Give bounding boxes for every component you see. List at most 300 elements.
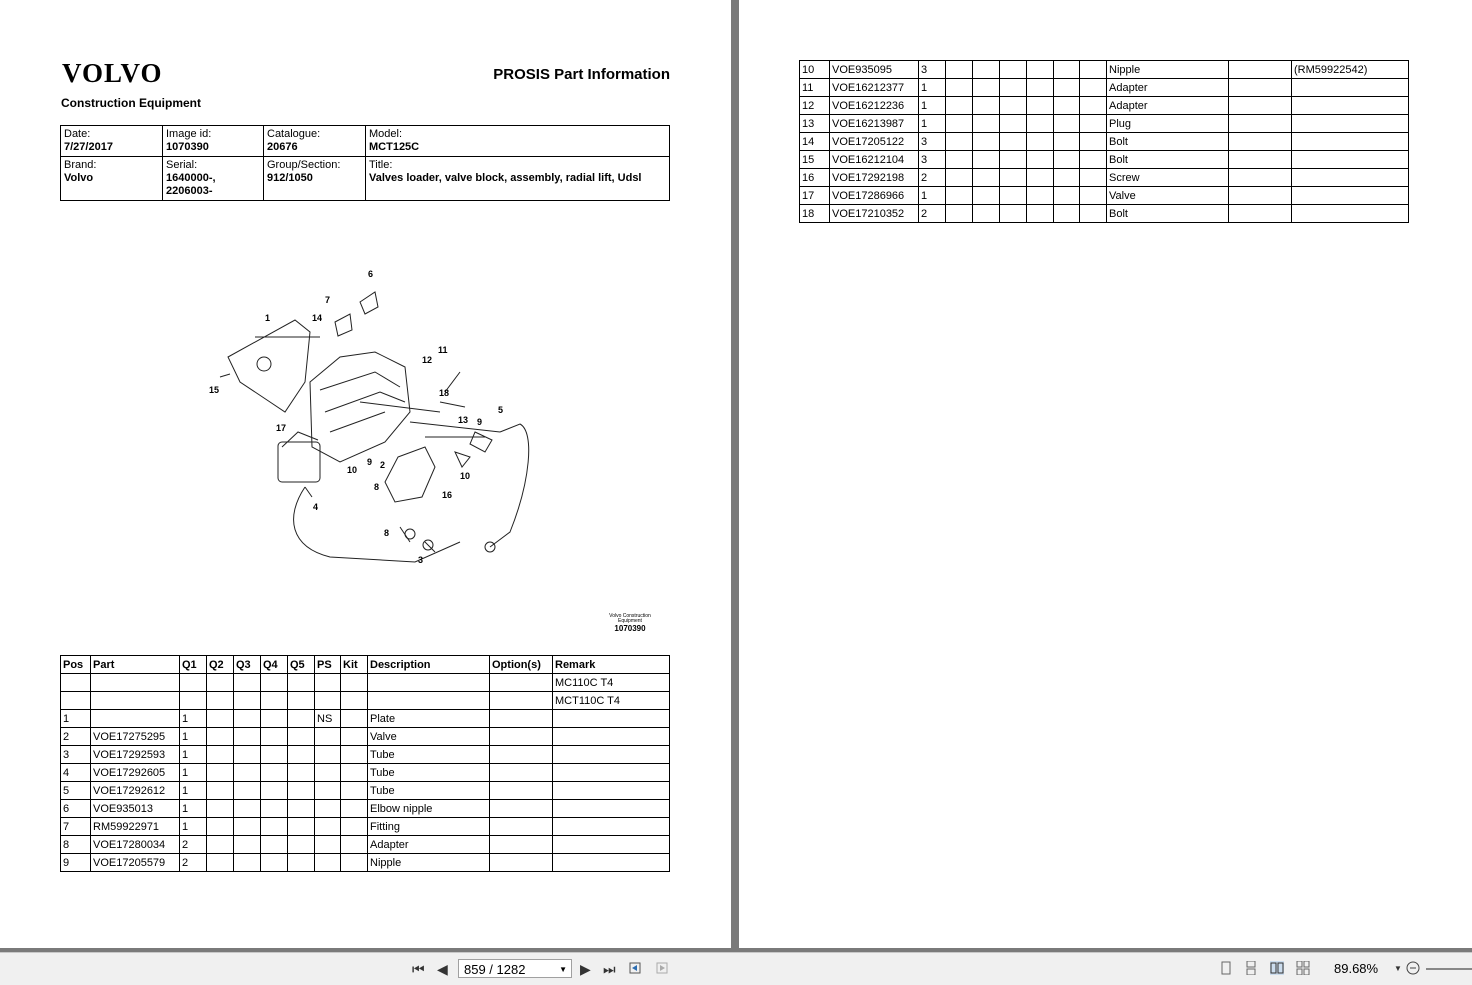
table-cell bbox=[490, 710, 553, 728]
table-cell bbox=[1000, 169, 1027, 187]
table-cell bbox=[1054, 169, 1080, 187]
table-cell bbox=[180, 674, 207, 692]
table-cell bbox=[1054, 97, 1080, 115]
table-cell: 6 bbox=[61, 800, 91, 818]
table-cell bbox=[973, 79, 1000, 97]
zoom-out-icon[interactable] bbox=[1406, 961, 1420, 975]
table-cell bbox=[261, 764, 288, 782]
table-cell bbox=[288, 674, 315, 692]
table-cell bbox=[261, 728, 288, 746]
table-cell bbox=[261, 800, 288, 818]
table-cell: Bolt bbox=[1107, 151, 1229, 169]
table-cell bbox=[490, 782, 553, 800]
table-cell bbox=[1229, 97, 1292, 115]
table-cell: Elbow nipple bbox=[368, 800, 490, 818]
table-row bbox=[800, 187, 1409, 205]
table-cell: Screw bbox=[1107, 169, 1229, 187]
table-cell bbox=[1080, 79, 1107, 97]
table-row bbox=[61, 854, 670, 872]
table-cell: VOE17210352 bbox=[830, 205, 919, 223]
parts-table bbox=[60, 655, 670, 872]
single-page-view-icon[interactable] bbox=[1219, 961, 1233, 975]
table-cell bbox=[288, 746, 315, 764]
info-table bbox=[60, 125, 670, 201]
table-cell bbox=[1000, 187, 1027, 205]
callout-3: 3 bbox=[418, 555, 424, 565]
catalogue-cell bbox=[264, 126, 366, 157]
table-cell: VOE17292593 bbox=[91, 746, 180, 764]
table-cell bbox=[261, 818, 288, 836]
table-cell bbox=[261, 782, 288, 800]
table-cell bbox=[1000, 61, 1027, 79]
image-id-cell bbox=[163, 126, 264, 157]
table-row bbox=[61, 836, 670, 854]
first-page-icon[interactable]: ⏮ bbox=[412, 961, 425, 977]
catalogue-label: Catalogue: bbox=[267, 128, 321, 140]
table-cell: 2 bbox=[61, 728, 91, 746]
table-cell bbox=[1229, 205, 1292, 223]
table-cell: Plate bbox=[368, 710, 490, 728]
table-cell bbox=[61, 692, 91, 710]
previous-view-icon[interactable] bbox=[628, 961, 642, 975]
table-cell: 12 bbox=[800, 97, 830, 115]
table-cell: 13 bbox=[800, 115, 830, 133]
table-cell bbox=[207, 818, 234, 836]
table-cell bbox=[553, 710, 670, 728]
callout-8: 8 bbox=[374, 482, 380, 492]
column-header: Q3 bbox=[234, 656, 261, 674]
table-cell: 2 bbox=[180, 836, 207, 854]
serial-value-2: 2206003- bbox=[166, 185, 213, 197]
image-id-value: 1070390 bbox=[166, 141, 209, 153]
table-cell bbox=[1292, 79, 1409, 97]
table-cell bbox=[315, 818, 341, 836]
table-cell bbox=[1027, 97, 1054, 115]
table-cell: 1 bbox=[61, 710, 91, 728]
table-cell bbox=[234, 710, 261, 728]
callout-10-right: 10 bbox=[460, 471, 471, 481]
table-cell: 1 bbox=[180, 710, 207, 728]
table-cell: 3 bbox=[919, 151, 946, 169]
serial-value-1: 1640000-, bbox=[166, 172, 216, 184]
table-cell: 4 bbox=[61, 764, 91, 782]
callout-14: 14 bbox=[312, 313, 323, 323]
table-cell bbox=[1229, 169, 1292, 187]
table-cell bbox=[1027, 187, 1054, 205]
table-cell bbox=[1229, 79, 1292, 97]
table-cell bbox=[1080, 61, 1107, 79]
table-row bbox=[61, 692, 670, 710]
table-cell bbox=[341, 728, 368, 746]
callout-9-lower: 9 bbox=[367, 457, 373, 467]
table-cell bbox=[234, 746, 261, 764]
table-cell bbox=[315, 854, 341, 872]
table-cell bbox=[1000, 97, 1027, 115]
table-cell: 7 bbox=[61, 818, 91, 836]
column-header: PS bbox=[315, 656, 341, 674]
column-header: Q5 bbox=[288, 656, 315, 674]
title-cell bbox=[366, 157, 670, 201]
table-cell bbox=[261, 692, 288, 710]
table-cell bbox=[946, 151, 973, 169]
table-cell bbox=[946, 61, 973, 79]
table-cell: VOE17292612 bbox=[91, 782, 180, 800]
table-cell bbox=[973, 115, 1000, 133]
table-row bbox=[800, 205, 1409, 223]
table-row bbox=[800, 115, 1409, 133]
table-cell: 1 bbox=[180, 764, 207, 782]
table-cell bbox=[553, 782, 670, 800]
column-header: Q1 bbox=[180, 656, 207, 674]
table-cell bbox=[234, 728, 261, 746]
table-cell bbox=[341, 836, 368, 854]
table-row bbox=[61, 710, 670, 728]
model-cell bbox=[366, 126, 670, 157]
column-header: Description bbox=[368, 656, 490, 674]
model-label: Model: bbox=[369, 128, 403, 140]
table-cell bbox=[553, 764, 670, 782]
table-cell bbox=[1229, 115, 1292, 133]
table-cell bbox=[261, 710, 288, 728]
next-page-icon[interactable]: ▶ bbox=[580, 961, 591, 977]
table-cell bbox=[490, 836, 553, 854]
callout-9: 9 bbox=[477, 417, 483, 427]
table-cell bbox=[490, 764, 553, 782]
table-cell bbox=[490, 728, 553, 746]
title-value: Valves loader, valve block, assembly, radial lift, Udsl bbox=[369, 172, 642, 184]
table-cell bbox=[1027, 151, 1054, 169]
table-cell bbox=[315, 692, 341, 710]
group-cell bbox=[264, 157, 366, 201]
column-header: Q2 bbox=[207, 656, 234, 674]
callout-6: 6 bbox=[368, 269, 374, 279]
table-cell: VOE16212104 bbox=[830, 151, 919, 169]
table-cell bbox=[315, 782, 341, 800]
table-cell bbox=[946, 115, 973, 133]
table-cell bbox=[973, 97, 1000, 115]
table-cell: 17 bbox=[800, 187, 830, 205]
table-cell: VOE17280034 bbox=[91, 836, 180, 854]
table-cell: NS bbox=[315, 710, 341, 728]
table-cell bbox=[490, 854, 553, 872]
table-cell bbox=[261, 674, 288, 692]
diagram-caption bbox=[598, 614, 662, 634]
table-cell bbox=[261, 836, 288, 854]
table-cell bbox=[288, 818, 315, 836]
table-cell: VOE17205579 bbox=[91, 854, 180, 872]
table-cell: 5 bbox=[61, 782, 91, 800]
table-cell bbox=[315, 800, 341, 818]
image-id-label: Image id: bbox=[166, 128, 212, 140]
table-cell bbox=[946, 97, 973, 115]
table-cell bbox=[207, 800, 234, 818]
table-cell: VOE935095 bbox=[830, 61, 919, 79]
table-cell bbox=[1000, 133, 1027, 151]
table-cell: VOE16212377 bbox=[830, 79, 919, 97]
table-cell: VOE16212236 bbox=[830, 97, 919, 115]
table-cell bbox=[91, 674, 180, 692]
previous-page-icon[interactable]: ◀ bbox=[437, 961, 448, 977]
table-row bbox=[61, 728, 670, 746]
table-cell bbox=[288, 836, 315, 854]
table-cell bbox=[341, 746, 368, 764]
table-cell bbox=[1229, 61, 1292, 79]
table-cell bbox=[1027, 169, 1054, 187]
table-cell bbox=[1229, 151, 1292, 169]
date-label: Date: bbox=[64, 128, 91, 140]
table-cell: Plug bbox=[1107, 115, 1229, 133]
callout-15: 15 bbox=[209, 385, 220, 395]
table-cell: 1 bbox=[919, 79, 946, 97]
column-header: Option(s) bbox=[490, 656, 553, 674]
table-cell bbox=[315, 764, 341, 782]
callout-10: 10 bbox=[347, 465, 358, 475]
table-cell bbox=[234, 692, 261, 710]
table-cell bbox=[207, 854, 234, 872]
table-cell bbox=[1229, 187, 1292, 205]
table-cell bbox=[288, 728, 315, 746]
table-cell bbox=[288, 800, 315, 818]
table-cell bbox=[490, 746, 553, 764]
table-cell bbox=[288, 710, 315, 728]
table-cell bbox=[946, 187, 973, 205]
column-header: Part bbox=[91, 656, 180, 674]
table-cell: 2 bbox=[919, 205, 946, 223]
table-cell bbox=[946, 79, 973, 97]
table-row bbox=[61, 782, 670, 800]
table-cell bbox=[1027, 61, 1054, 79]
table-cell: 8 bbox=[61, 836, 91, 854]
table-cell bbox=[490, 818, 553, 836]
table-cell: Tube bbox=[368, 782, 490, 800]
table-cell bbox=[91, 692, 180, 710]
title-label: Title: bbox=[369, 159, 393, 171]
table-cell bbox=[1054, 115, 1080, 133]
table-cell bbox=[234, 800, 261, 818]
table-cell bbox=[946, 133, 973, 151]
table-cell bbox=[1027, 133, 1054, 151]
table-cell: MCT110C T4 bbox=[553, 692, 670, 710]
table-cell bbox=[341, 764, 368, 782]
table-cell bbox=[1229, 133, 1292, 151]
serial-cell bbox=[163, 157, 264, 201]
table-cell bbox=[1054, 205, 1080, 223]
table-cell: 18 bbox=[800, 205, 830, 223]
callout-16: 16 bbox=[442, 490, 453, 500]
callout-1: 1 bbox=[265, 313, 271, 323]
table-cell bbox=[553, 854, 670, 872]
table-cell bbox=[288, 764, 315, 782]
table-cell: VOE17286966 bbox=[830, 187, 919, 205]
table-cell bbox=[973, 169, 1000, 187]
table-row bbox=[61, 746, 670, 764]
continuous-view-icon[interactable] bbox=[1244, 961, 1258, 975]
table-cell bbox=[1292, 151, 1409, 169]
table-cell bbox=[1054, 79, 1080, 97]
date-value: 7/27/2017 bbox=[64, 141, 113, 153]
table-cell: VOE16213987 bbox=[830, 115, 919, 133]
table-cell bbox=[315, 728, 341, 746]
table-cell: 16 bbox=[800, 169, 830, 187]
table-cell bbox=[1054, 187, 1080, 205]
zoom-level[interactable]: 89.68% bbox=[1334, 961, 1379, 976]
table-cell bbox=[207, 836, 234, 854]
continuous-facing-view-icon[interactable] bbox=[1296, 961, 1310, 975]
table-row bbox=[61, 764, 670, 782]
table-cell bbox=[490, 692, 553, 710]
column-header: Pos bbox=[61, 656, 91, 674]
table-row bbox=[800, 97, 1409, 115]
brand-cell bbox=[61, 157, 163, 201]
table-cell bbox=[234, 674, 261, 692]
table-row bbox=[800, 169, 1409, 187]
table-cell bbox=[341, 692, 368, 710]
callout-18: 18 bbox=[439, 388, 450, 398]
table-cell: VOE17292605 bbox=[91, 764, 180, 782]
table-cell bbox=[1080, 97, 1107, 115]
table-cell bbox=[1054, 61, 1080, 79]
table-cell: Adapter bbox=[1107, 79, 1229, 97]
table-cell bbox=[1292, 97, 1409, 115]
table-cell bbox=[553, 746, 670, 764]
table-cell bbox=[946, 205, 973, 223]
zoom-dropdown-icon[interactable]: ▼ bbox=[1394, 964, 1402, 973]
table-row bbox=[800, 133, 1409, 151]
table-cell: VOE17205122 bbox=[830, 133, 919, 151]
last-page-icon[interactable]: ⏭ bbox=[603, 961, 616, 977]
zoom-slider[interactable] bbox=[1426, 968, 1472, 970]
table-cell bbox=[973, 151, 1000, 169]
table-cell bbox=[973, 61, 1000, 79]
table-cell bbox=[207, 674, 234, 692]
table-cell bbox=[234, 782, 261, 800]
table-cell bbox=[490, 800, 553, 818]
table-cell bbox=[61, 674, 91, 692]
table-cell: Adapter bbox=[368, 836, 490, 854]
table-cell bbox=[490, 674, 553, 692]
table-cell: 3 bbox=[61, 746, 91, 764]
caption-line-1: Volvo Construction bbox=[609, 613, 651, 619]
table-cell bbox=[1080, 205, 1107, 223]
table-cell: 1 bbox=[180, 800, 207, 818]
table-row bbox=[800, 79, 1409, 97]
table-cell: 1 bbox=[180, 818, 207, 836]
pdf-page-left bbox=[0, 0, 731, 948]
table-cell bbox=[341, 800, 368, 818]
page-number-field[interactable] bbox=[458, 959, 572, 978]
table-cell: Valve bbox=[1107, 187, 1229, 205]
table-cell: 1 bbox=[919, 97, 946, 115]
table-cell: Nipple bbox=[368, 854, 490, 872]
table-cell bbox=[1292, 115, 1409, 133]
next-view-icon[interactable] bbox=[655, 961, 669, 975]
model-value: MCT125C bbox=[369, 141, 420, 153]
table-cell: 14 bbox=[800, 133, 830, 151]
table-cell bbox=[315, 836, 341, 854]
parts-table-continued bbox=[799, 60, 1409, 223]
table-cell bbox=[1080, 115, 1107, 133]
table-row bbox=[61, 800, 670, 818]
table-cell: 3 bbox=[919, 61, 946, 79]
parts-table-header bbox=[61, 656, 670, 674]
brand-label: Brand: bbox=[64, 159, 97, 171]
table-cell: Bolt bbox=[1107, 133, 1229, 151]
table-cell bbox=[1292, 169, 1409, 187]
table-cell bbox=[973, 187, 1000, 205]
document-title: PROSIS Part Information bbox=[493, 66, 670, 83]
table-cell bbox=[341, 674, 368, 692]
table-cell bbox=[261, 746, 288, 764]
table-cell: Nipple bbox=[1107, 61, 1229, 79]
table-cell bbox=[207, 782, 234, 800]
table-cell: Valve bbox=[368, 728, 490, 746]
caption-line-2: Equipment bbox=[618, 618, 642, 624]
table-cell: VOE935013 bbox=[91, 800, 180, 818]
serial-label: Serial: bbox=[166, 159, 198, 171]
table-cell: VOE17275295 bbox=[91, 728, 180, 746]
table-cell bbox=[368, 674, 490, 692]
table-row bbox=[61, 674, 670, 692]
table-cell bbox=[553, 728, 670, 746]
table-cell bbox=[1027, 115, 1054, 133]
table-cell bbox=[1000, 205, 1027, 223]
table-cell bbox=[1000, 115, 1027, 133]
table-cell bbox=[234, 836, 261, 854]
date-cell bbox=[61, 126, 163, 157]
table-cell bbox=[341, 818, 368, 836]
table-cell bbox=[207, 764, 234, 782]
table-cell: RM59922971 bbox=[91, 818, 180, 836]
brand-value: Volvo bbox=[64, 172, 94, 184]
table-row bbox=[61, 818, 670, 836]
callout-2: 2 bbox=[380, 460, 386, 470]
table-cell: 1 bbox=[919, 187, 946, 205]
table-cell bbox=[180, 692, 207, 710]
table-cell: Fitting bbox=[368, 818, 490, 836]
exploded-parts-diagram bbox=[200, 262, 550, 582]
table-row bbox=[800, 61, 1409, 79]
table-cell bbox=[207, 746, 234, 764]
table-cell bbox=[341, 854, 368, 872]
table-cell: 9 bbox=[61, 854, 91, 872]
group-value: 912/1050 bbox=[267, 172, 313, 184]
table-cell bbox=[1080, 187, 1107, 205]
table-cell bbox=[1292, 133, 1409, 151]
table-cell: 1 bbox=[180, 782, 207, 800]
table-cell: 11 bbox=[800, 79, 830, 97]
page-indicator: 859 / 1282 bbox=[464, 962, 526, 977]
table-cell bbox=[553, 800, 670, 818]
table-cell: 15 bbox=[800, 151, 830, 169]
table-cell bbox=[341, 782, 368, 800]
table-cell: 1 bbox=[180, 728, 207, 746]
catalogue-value: 20676 bbox=[267, 141, 298, 153]
table-cell bbox=[207, 710, 234, 728]
table-cell: 2 bbox=[180, 854, 207, 872]
table-cell bbox=[315, 674, 341, 692]
table-cell: MC110C T4 bbox=[553, 674, 670, 692]
table-cell bbox=[1080, 133, 1107, 151]
table-cell bbox=[207, 692, 234, 710]
chevron-down-icon[interactable]: ▼ bbox=[559, 965, 567, 974]
table-cell bbox=[341, 710, 368, 728]
callout-7: 7 bbox=[325, 295, 331, 305]
table-cell: 10 bbox=[800, 61, 830, 79]
facing-view-icon[interactable] bbox=[1270, 961, 1284, 975]
callout-5: 5 bbox=[498, 405, 504, 415]
table-row bbox=[800, 151, 1409, 169]
volvo-logo: VOLVO bbox=[62, 58, 163, 88]
